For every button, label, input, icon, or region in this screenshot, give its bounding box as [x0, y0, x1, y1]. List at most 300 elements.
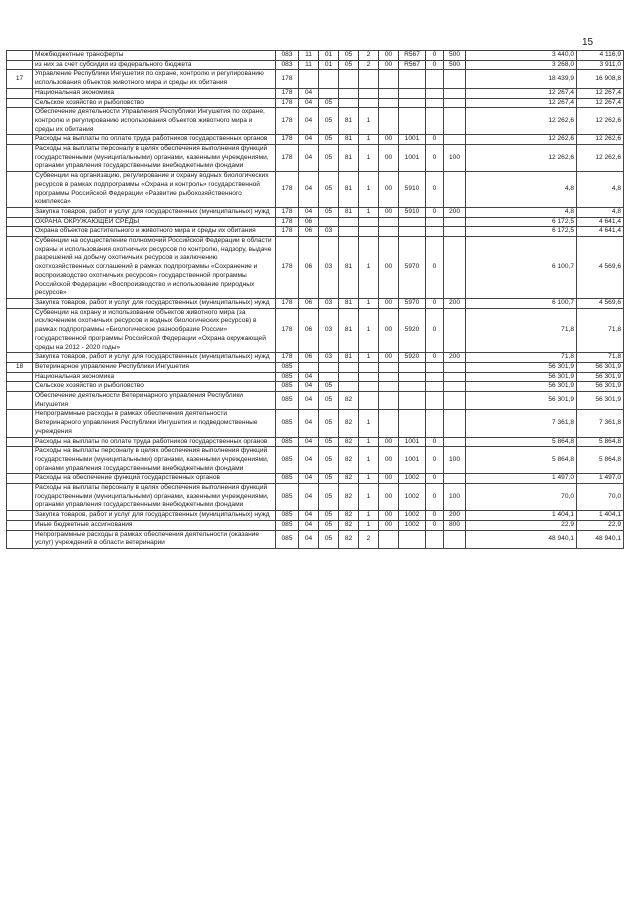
- row-name: Субвенции на организацию, регулирование и охрану водных биологических ресурсов в рамках подпрограммы «Охрана и контроль» государственной программы Российской Федерации «Развитие рыбохозяйственного комплекса»: [33, 172, 276, 208]
- row-code-c7: 5970: [399, 237, 426, 299]
- row-code-c1: 178: [276, 308, 299, 353]
- row-value-1: 4,8: [466, 172, 577, 208]
- row-value-2: 4 641,4: [577, 227, 624, 237]
- row-code-c1: 085: [276, 382, 299, 392]
- table-row: [7, 392, 624, 410]
- table-row: [7, 70, 624, 88]
- row-code-c6: [379, 410, 399, 437]
- row-value-2: 4,8: [577, 172, 624, 208]
- row-code-c7: [399, 108, 426, 135]
- row-code-c1: 083: [276, 51, 299, 61]
- row-value-2: 3 911,0: [577, 60, 624, 70]
- row-code-c9: [444, 437, 466, 447]
- row-code-c7: 5910: [399, 172, 426, 208]
- row-value-2: 7 361,8: [577, 410, 624, 437]
- row-number: [7, 392, 33, 410]
- row-code-c6: 00: [379, 484, 399, 511]
- row-code-c2: 06: [299, 298, 319, 308]
- row-code-c4: 05: [339, 51, 359, 61]
- row-code-c7: [399, 372, 426, 382]
- row-name: Управление Республики Ингушетия по охране, контролю и регулированию использования объектов животного мира и среды их обитания: [33, 70, 276, 88]
- row-code-c6: 00: [379, 308, 399, 353]
- row-code-c5: 2: [359, 530, 379, 548]
- row-code-c3: 03: [319, 298, 339, 308]
- row-code-c5: [359, 98, 379, 108]
- row-code-c4: [339, 362, 359, 372]
- row-code-c2: 04: [299, 145, 319, 172]
- row-value-1: 22,9: [466, 520, 577, 530]
- row-value-2: 4 641,4: [577, 217, 624, 227]
- row-code-c8: 0: [426, 447, 444, 474]
- row-code-c5: [359, 392, 379, 410]
- row-code-c2: 06: [299, 237, 319, 299]
- row-code-c8: 0: [426, 51, 444, 61]
- row-code-c1: 085: [276, 392, 299, 410]
- row-code-c5: 1: [359, 172, 379, 208]
- row-code-c5: 1: [359, 484, 379, 511]
- row-code-c4: 81: [339, 353, 359, 363]
- row-code-c1: 085: [276, 437, 299, 447]
- row-number: [7, 353, 33, 363]
- row-code-c4: 81: [339, 207, 359, 217]
- table-row: [7, 135, 624, 145]
- row-code-c2: 04: [299, 511, 319, 521]
- row-number: [7, 172, 33, 208]
- row-value-2: 4 569,6: [577, 237, 624, 299]
- row-code-c5: 2: [359, 60, 379, 70]
- row-code-c3: 05: [319, 382, 339, 392]
- table-row: [7, 372, 624, 382]
- row-code-c6: 00: [379, 172, 399, 208]
- row-code-c5: 1: [359, 447, 379, 474]
- row-code-c3: 05: [319, 530, 339, 548]
- row-name: из них за счет субсидии из федерального бюджета: [33, 60, 276, 70]
- row-number: [7, 98, 33, 108]
- row-code-c3: 05: [319, 474, 339, 484]
- row-code-c1: 178: [276, 145, 299, 172]
- row-code-c6: 00: [379, 237, 399, 299]
- row-number: [7, 88, 33, 98]
- row-value-1: 70,0: [466, 484, 577, 511]
- row-value-2: 70,0: [577, 484, 624, 511]
- row-code-c6: 00: [379, 437, 399, 447]
- row-code-c9: 200: [444, 207, 466, 217]
- row-code-c7: [399, 217, 426, 227]
- row-code-c6: 00: [379, 353, 399, 363]
- row-code-c2: 04: [299, 172, 319, 208]
- row-value-1: 12 267,4: [466, 98, 577, 108]
- row-code-c7: R567: [399, 51, 426, 61]
- row-value-2: 5 864,8: [577, 437, 624, 447]
- row-code-c8: [426, 227, 444, 237]
- row-code-c8: [426, 392, 444, 410]
- row-code-c9: [444, 410, 466, 437]
- row-value-1: 5 864,8: [466, 437, 577, 447]
- table-row: [7, 227, 624, 237]
- row-code-c2: 04: [299, 410, 319, 437]
- row-code-c4: [339, 217, 359, 227]
- row-code-c6: 00: [379, 60, 399, 70]
- row-value-1: 12 262,6: [466, 145, 577, 172]
- row-code-c1: 178: [276, 353, 299, 363]
- row-number: [7, 474, 33, 484]
- row-code-c5: [359, 217, 379, 227]
- row-code-c5: 1: [359, 108, 379, 135]
- row-code-c9: [444, 308, 466, 353]
- row-code-c6: [379, 227, 399, 237]
- row-code-c9: [444, 227, 466, 237]
- row-code-c7: [399, 382, 426, 392]
- row-code-c6: 00: [379, 474, 399, 484]
- row-code-c2: 04: [299, 98, 319, 108]
- row-code-c4: 05: [339, 60, 359, 70]
- row-code-c7: [399, 410, 426, 437]
- row-number: [7, 135, 33, 145]
- row-code-c8: [426, 108, 444, 135]
- table-row: [7, 437, 624, 447]
- row-code-c7: 1001: [399, 145, 426, 172]
- table-body: [7, 51, 624, 549]
- row-code-c7: 1002: [399, 520, 426, 530]
- row-code-c5: 1: [359, 308, 379, 353]
- row-value-2: 4 116,9: [577, 51, 624, 61]
- row-code-c6: 00: [379, 135, 399, 145]
- row-code-c5: 2: [359, 51, 379, 61]
- row-code-c5: [359, 382, 379, 392]
- table-row: [7, 308, 624, 353]
- row-value-2: 5 864,8: [577, 447, 624, 474]
- row-code-c5: [359, 227, 379, 237]
- row-name: Обеспечение деятельности Ветеринарного управления Республики Ингушетия: [33, 392, 276, 410]
- row-number: [7, 227, 33, 237]
- row-number: [7, 108, 33, 135]
- row-code-c2: 06: [299, 353, 319, 363]
- row-code-c6: [379, 98, 399, 108]
- row-code-c3: 03: [319, 237, 339, 299]
- row-name: Непрограммные расходы в рамках обеспечения деятельности Ветеринарного управления Республики Ингушетия и подведомственные учреждения: [33, 410, 276, 437]
- row-code-c3: [319, 217, 339, 227]
- row-number: [7, 372, 33, 382]
- row-code-c7: 1002: [399, 474, 426, 484]
- row-value-2: 71,8: [577, 308, 624, 353]
- row-code-c5: 1: [359, 135, 379, 145]
- row-code-c4: 82: [339, 511, 359, 521]
- row-code-c2: 04: [299, 207, 319, 217]
- row-name: Национальная экономика: [33, 88, 276, 98]
- row-code-c5: [359, 372, 379, 382]
- table-row: [7, 353, 624, 363]
- row-value-2: 16 908,8: [577, 70, 624, 88]
- row-code-c8: [426, 70, 444, 88]
- row-code-c6: [379, 362, 399, 372]
- row-number: [7, 520, 33, 530]
- row-code-c6: 00: [379, 298, 399, 308]
- row-code-c4: 81: [339, 145, 359, 172]
- row-value-1: 6 172,5: [466, 227, 577, 237]
- row-code-c7: 1001: [399, 447, 426, 474]
- row-number: [7, 410, 33, 437]
- row-code-c3: 05: [319, 172, 339, 208]
- table-row: [7, 520, 624, 530]
- row-name: Расходы на выплаты по оплате труда работников государственных органов: [33, 437, 276, 447]
- row-code-c6: 00: [379, 511, 399, 521]
- row-name: Охрана объектов растительного и животного мира и среды их обитания: [33, 227, 276, 237]
- row-code-c5: [359, 88, 379, 98]
- row-code-c2: 04: [299, 484, 319, 511]
- row-name: Субвенции на осуществление полномочий Российской Федерации в области охраны и использования охотничьих ресурсов по контролю, надзору, выдаче разрешений на добычу охотничьих ресурсов и заключению охотхозяйственных соглашений в рамках подпрограммы «Сохранение и воспроизводство охотничьих ресурсов» государственной программы Российской Федерации «Воспроизводство и использование природных ресурсов»: [33, 237, 276, 299]
- row-code-c9: 100: [444, 145, 466, 172]
- row-code-c1: 178: [276, 135, 299, 145]
- row-value-1: 56 301,9: [466, 372, 577, 382]
- row-code-c1: 085: [276, 484, 299, 511]
- row-name: Расходы на выплаты по оплате труда работников государственных органов: [33, 135, 276, 145]
- table-row: [7, 447, 624, 474]
- table-row: [7, 237, 624, 299]
- row-code-c3: 01: [319, 51, 339, 61]
- row-code-c2: 04: [299, 88, 319, 98]
- row-code-c8: 0: [426, 135, 444, 145]
- row-code-c9: [444, 70, 466, 88]
- row-number: [7, 484, 33, 511]
- row-value-1: 12 262,6: [466, 108, 577, 135]
- row-code-c6: [379, 372, 399, 382]
- row-name: Закупка товаров, работ и услуг для государственных (муниципальных) нужд: [33, 207, 276, 217]
- row-code-c3: 05: [319, 484, 339, 511]
- page-number: 15: [582, 37, 594, 48]
- table-row: [7, 410, 624, 437]
- row-code-c8: 0: [426, 60, 444, 70]
- row-code-c8: [426, 88, 444, 98]
- row-code-c9: [444, 88, 466, 98]
- row-code-c8: 0: [426, 298, 444, 308]
- row-code-c2: 04: [299, 437, 319, 447]
- row-code-c4: 82: [339, 437, 359, 447]
- row-code-c2: 11: [299, 60, 319, 70]
- row-code-c3: 03: [319, 308, 339, 353]
- row-code-c3: [319, 362, 339, 372]
- row-code-c9: [444, 172, 466, 208]
- row-name: Непрограммные расходы в рамках обеспечения деятельности (оказание услуг) учреждений в области ветеринарии: [33, 530, 276, 548]
- table-row: [7, 108, 624, 135]
- row-code-c7: 5920: [399, 308, 426, 353]
- row-code-c6: 00: [379, 520, 399, 530]
- row-value-2: 48 940,1: [577, 530, 624, 548]
- row-number: [7, 237, 33, 299]
- row-value-2: 56 301,9: [577, 382, 624, 392]
- row-code-c9: [444, 98, 466, 108]
- row-value-1: 71,8: [466, 353, 577, 363]
- row-number: [7, 437, 33, 447]
- row-code-c1: 178: [276, 207, 299, 217]
- row-code-c9: 200: [444, 298, 466, 308]
- row-code-c9: [444, 392, 466, 410]
- table-row: [7, 362, 624, 372]
- row-code-c2: 06: [299, 227, 319, 237]
- row-code-c2: 06: [299, 217, 319, 227]
- row-code-c4: [339, 372, 359, 382]
- row-number: [7, 308, 33, 353]
- row-name: Закупка товаров, работ и услуг для государственных (муниципальных) нужд: [33, 511, 276, 521]
- row-code-c3: 05: [319, 511, 339, 521]
- row-value-1: 12 262,6: [466, 135, 577, 145]
- row-code-c1: 178: [276, 237, 299, 299]
- row-code-c4: 81: [339, 308, 359, 353]
- row-value-2: 1 404,1: [577, 511, 624, 521]
- row-code-c9: 100: [444, 447, 466, 474]
- row-code-c9: 800: [444, 520, 466, 530]
- row-code-c6: 00: [379, 145, 399, 172]
- row-code-c8: 0: [426, 145, 444, 172]
- row-value-2: 56 301,9: [577, 362, 624, 372]
- row-code-c5: 1: [359, 207, 379, 217]
- row-code-c3: 05: [319, 135, 339, 145]
- row-code-c9: [444, 135, 466, 145]
- row-code-c6: [379, 382, 399, 392]
- row-code-c9: 200: [444, 511, 466, 521]
- row-name: Обеспечение деятельности Управления Республики Ингушетия по охране, контролю и регулированию использования объектов животного мира и среды их обитания: [33, 108, 276, 135]
- table-row: [7, 484, 624, 511]
- table-row: [7, 51, 624, 61]
- row-code-c9: 500: [444, 51, 466, 61]
- row-code-c4: 81: [339, 237, 359, 299]
- table-row: [7, 88, 624, 98]
- row-code-c5: 1: [359, 410, 379, 437]
- row-code-c8: 0: [426, 308, 444, 353]
- row-value-1: 56 301,9: [466, 382, 577, 392]
- row-code-c8: 0: [426, 172, 444, 208]
- row-code-c2: [299, 70, 319, 88]
- row-value-2: 1 497,0: [577, 474, 624, 484]
- row-name: Межбюджетные трансферты: [33, 51, 276, 61]
- row-code-c3: 01: [319, 60, 339, 70]
- row-value-1: 56 301,9: [466, 362, 577, 372]
- row-code-c8: [426, 362, 444, 372]
- row-code-c5: 1: [359, 520, 379, 530]
- row-value-1: 48 940,1: [466, 530, 577, 548]
- table-row: [7, 474, 624, 484]
- row-code-c7: 1001: [399, 437, 426, 447]
- row-code-c8: [426, 382, 444, 392]
- row-code-c3: 05: [319, 520, 339, 530]
- row-code-c4: 81: [339, 108, 359, 135]
- row-code-c1: 085: [276, 447, 299, 474]
- row-code-c3: 05: [319, 392, 339, 410]
- row-value-2: 12 267,4: [577, 98, 624, 108]
- row-number: [7, 447, 33, 474]
- row-code-c5: 1: [359, 298, 379, 308]
- row-number: [7, 60, 33, 70]
- row-name: Расходы на обеспечение функций государственных органов: [33, 474, 276, 484]
- table-row: [7, 298, 624, 308]
- row-code-c6: [379, 70, 399, 88]
- row-number: [7, 51, 33, 61]
- row-code-c7: 5920: [399, 353, 426, 363]
- row-code-c3: 05: [319, 145, 339, 172]
- row-code-c3: 05: [319, 108, 339, 135]
- row-value-1: 6 100,7: [466, 298, 577, 308]
- row-name: Сельское хозяйство и рыболовство: [33, 98, 276, 108]
- row-code-c7: 1002: [399, 484, 426, 511]
- row-code-c1: 085: [276, 474, 299, 484]
- table-row: [7, 511, 624, 521]
- row-value-1: 1 497,0: [466, 474, 577, 484]
- row-name: Закупка товаров, работ и услуг для государственных (муниципальных) нужд: [33, 298, 276, 308]
- row-code-c9: [444, 372, 466, 382]
- row-code-c9: [444, 382, 466, 392]
- row-code-c8: 0: [426, 474, 444, 484]
- row-value-1: 6 100,7: [466, 237, 577, 299]
- row-code-c3: 03: [319, 227, 339, 237]
- row-code-c5: [359, 70, 379, 88]
- row-code-c7: [399, 70, 426, 88]
- row-value-2: 12 262,6: [577, 145, 624, 172]
- row-value-1: 4,8: [466, 207, 577, 217]
- row-code-c1: 085: [276, 410, 299, 437]
- row-value-1: 18 439,9: [466, 70, 577, 88]
- row-number: [7, 145, 33, 172]
- table-row: [7, 207, 624, 217]
- row-value-2: 12 267,4: [577, 88, 624, 98]
- row-code-c7: [399, 530, 426, 548]
- row-code-c2: 04: [299, 530, 319, 548]
- row-code-c8: [426, 217, 444, 227]
- row-code-c8: 0: [426, 511, 444, 521]
- row-code-c3: 05: [319, 447, 339, 474]
- table-row: [7, 60, 624, 70]
- row-code-c1: 178: [276, 70, 299, 88]
- row-code-c4: 82: [339, 410, 359, 437]
- row-code-c2: 11: [299, 51, 319, 61]
- row-value-1: 3 440,0: [466, 51, 577, 61]
- row-code-c3: [319, 70, 339, 88]
- row-code-c3: [319, 88, 339, 98]
- row-code-c1: 085: [276, 520, 299, 530]
- row-code-c3: 05: [319, 410, 339, 437]
- row-code-c2: 04: [299, 520, 319, 530]
- table-row: [7, 382, 624, 392]
- row-code-c6: [379, 108, 399, 135]
- row-code-c5: 1: [359, 474, 379, 484]
- row-code-c2: 04: [299, 447, 319, 474]
- row-number: [7, 298, 33, 308]
- row-code-c9: [444, 362, 466, 372]
- row-value-1: 7 361,8: [466, 410, 577, 437]
- row-code-c7: 1001: [399, 135, 426, 145]
- row-code-c6: [379, 217, 399, 227]
- row-code-c2: 06: [299, 308, 319, 353]
- row-code-c4: 81: [339, 298, 359, 308]
- row-code-c6: 00: [379, 51, 399, 61]
- row-code-c6: [379, 88, 399, 98]
- row-code-c8: [426, 530, 444, 548]
- row-code-c1: 178: [276, 298, 299, 308]
- row-name: Расходы на выплаты персоналу в целях обеспечения выполнения функций государственными (муниципальными) органами, казенными учреждениями, органами управления государственными внебюджетными фондами: [33, 145, 276, 172]
- row-value-2: 4 569,6: [577, 298, 624, 308]
- row-code-c1: 178: [276, 88, 299, 98]
- row-value-2: 4,8: [577, 207, 624, 217]
- row-code-c7: [399, 88, 426, 98]
- row-value-1: 12 267,4: [466, 88, 577, 98]
- row-code-c2: 04: [299, 135, 319, 145]
- row-name: Национальная экономика: [33, 372, 276, 382]
- row-value-1: 71,8: [466, 308, 577, 353]
- row-value-2: 12 262,6: [577, 135, 624, 145]
- row-code-c1: 085: [276, 362, 299, 372]
- row-code-c9: [444, 217, 466, 227]
- row-code-c4: 82: [339, 474, 359, 484]
- row-value-1: 3 268,0: [466, 60, 577, 70]
- row-value-2: 56 301,9: [577, 372, 624, 382]
